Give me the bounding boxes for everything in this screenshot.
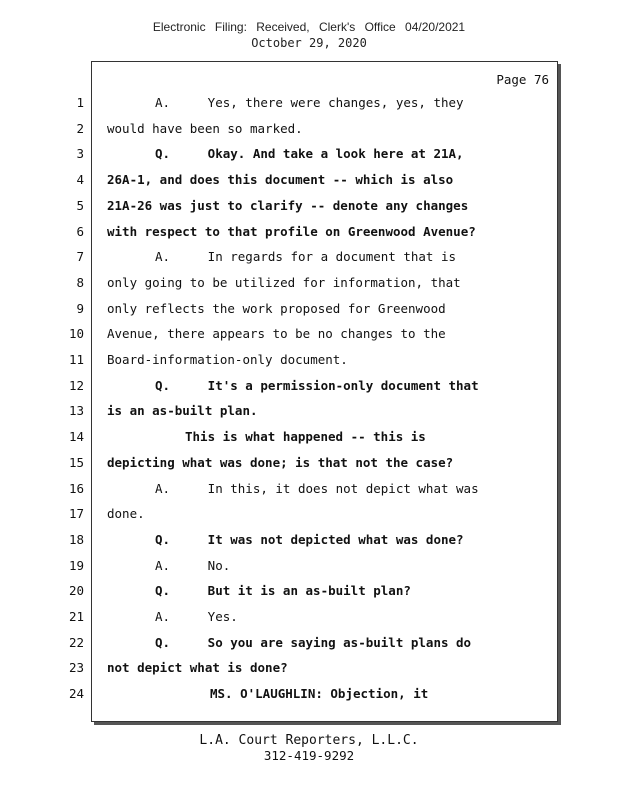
transcript-line: A. In regards for a document that is	[155, 249, 457, 264]
transcript-line: not depict what is done?	[107, 660, 288, 675]
transcript-line: only reflects the work proposed for Greenwood	[107, 301, 446, 316]
line-number: 21	[68, 609, 84, 624]
line-number: 11	[68, 352, 84, 367]
transcript-line: A. No.	[155, 558, 231, 573]
transcript-line: only going to be utilized for information, that	[107, 275, 461, 290]
line-number: 2	[76, 121, 84, 136]
transcript-line: MS. O'LAUGHLIN: Objection, it	[210, 686, 429, 701]
line-number: 24	[68, 686, 84, 701]
transcript-line: Q. But it is an as-built plan?	[155, 583, 411, 598]
reporter-phone: 312-419-9292	[263, 748, 355, 763]
transcript-line: Q. Okay. And take a look here at 21A,	[155, 146, 464, 161]
line-number: 8	[76, 275, 84, 290]
line-number: 17	[68, 506, 84, 521]
transcript-line: A. Yes.	[155, 609, 238, 624]
line-number: 9	[76, 301, 84, 316]
transcript-line: This is what happened -- this is	[185, 429, 426, 444]
transcript-line: with respect to that profile on Greenwood Avenue?	[107, 224, 476, 239]
line-number: 18	[68, 532, 84, 547]
page-number: Page 76	[496, 72, 549, 87]
line-number: 22	[68, 635, 84, 650]
line-number: 19	[68, 558, 84, 573]
transcript-line: done.	[107, 506, 145, 521]
line-number: 15	[68, 455, 84, 470]
transcript-date: October 29, 2020	[251, 36, 367, 50]
transcript-line: Board-information-only document.	[107, 352, 348, 367]
transcript-line: A. Yes, there were changes, yes, they	[155, 95, 464, 110]
line-number: 6	[76, 224, 84, 239]
transcript-line: would have been so marked.	[107, 121, 303, 136]
transcript-line: Q. It's a permission-only document that	[155, 378, 479, 393]
transcript-line: depicting what was done; is that not the case?	[107, 455, 454, 470]
line-number: 23	[68, 660, 84, 675]
line-number: 7	[76, 249, 84, 264]
transcript-line: 21A-26 was just to clarify -- denote any changes	[107, 198, 469, 213]
transcript-line: Q. It was not depicted what was done?	[155, 532, 464, 547]
transcript-line: is an as-built plan.	[107, 403, 258, 418]
reporter-company: L.A. Court Reporters, L.L.C.	[199, 733, 419, 748]
filing-stamp: Electronic Filing: Received, Clerk's Office 04/20/2021	[152, 20, 466, 34]
line-number: 14	[68, 429, 84, 444]
transcript-line: Q. So you are saying as-built plans do	[155, 635, 472, 650]
line-number: 12	[68, 378, 84, 393]
line-number: 13	[68, 403, 84, 418]
line-number: 4	[76, 172, 84, 187]
line-number: 1	[76, 95, 84, 110]
line-number: 16	[68, 481, 84, 496]
transcript-line: A. In this, it does not depict what was	[155, 481, 479, 496]
line-number: 5	[76, 198, 84, 213]
line-number: 10	[68, 326, 84, 341]
line-number: 20	[68, 583, 84, 598]
line-number: 3	[76, 146, 84, 161]
transcript-line: Avenue, there appears to be no changes to the	[107, 326, 446, 341]
transcript-line: 26A-1, and does this document -- which is also	[107, 172, 454, 187]
